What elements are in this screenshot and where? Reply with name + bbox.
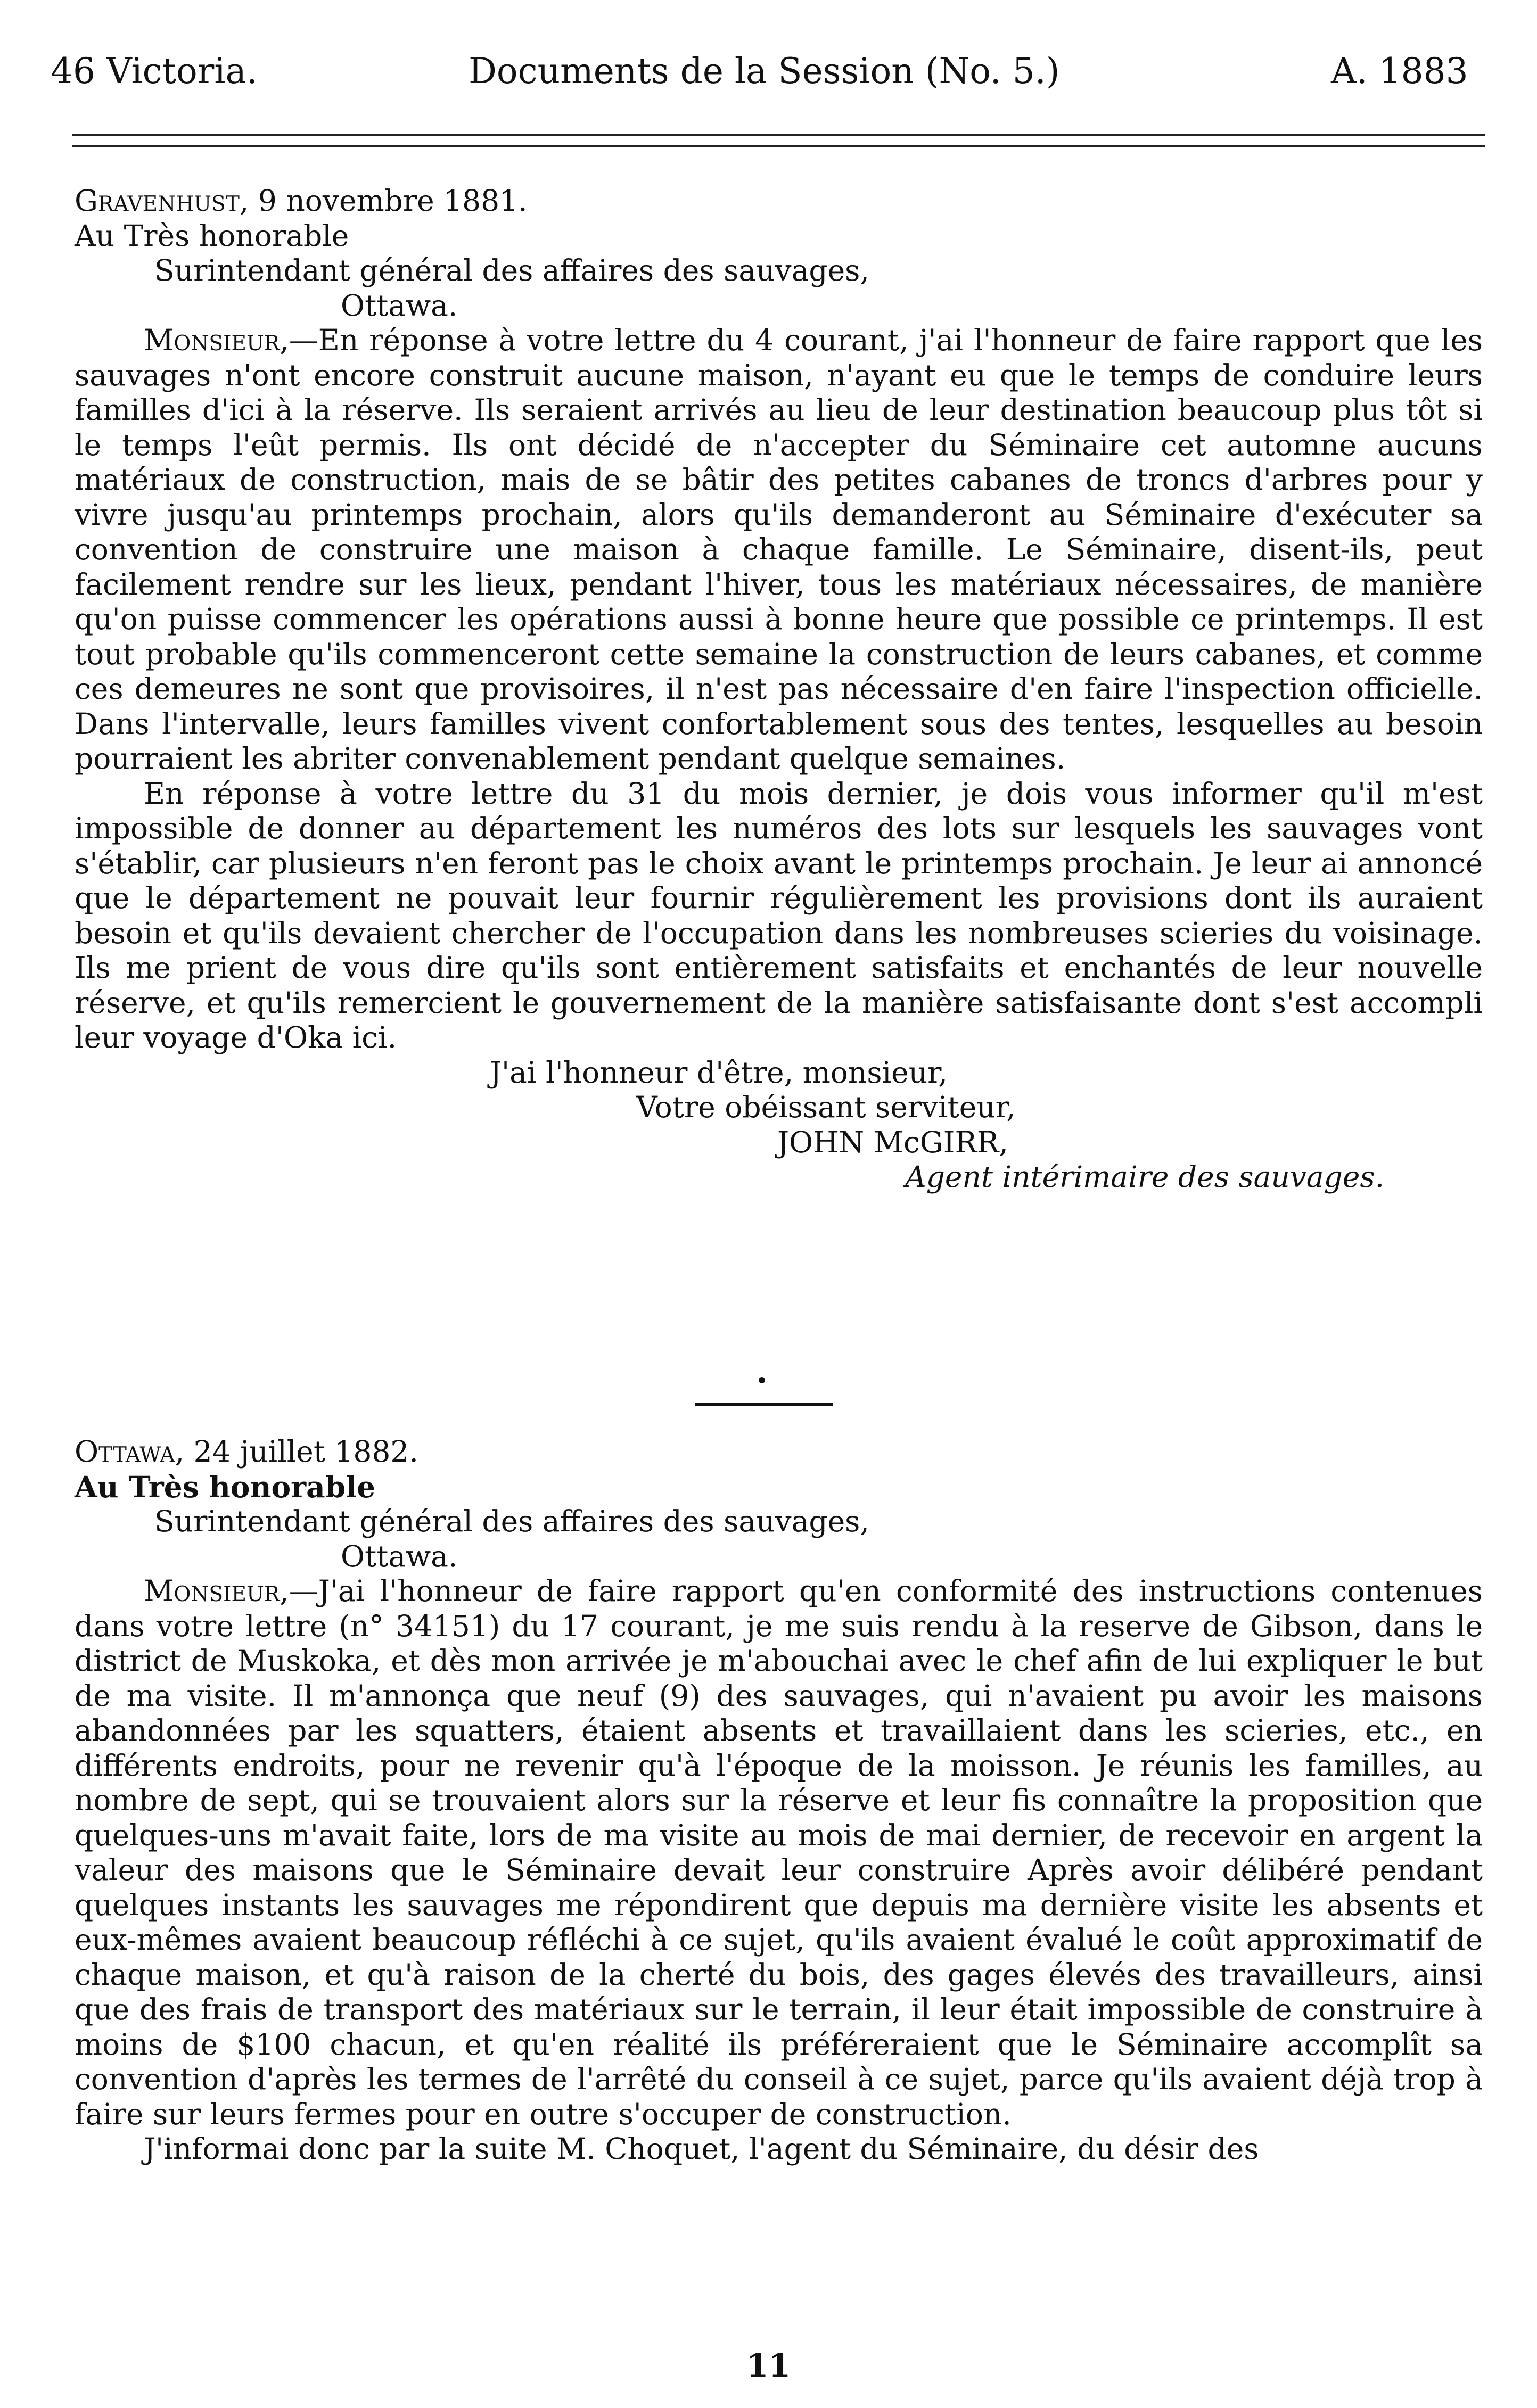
header-year: A. 1883	[1331, 51, 1468, 92]
letter-1-paragraph-2: En réponse à votre lettre du 31 du mois dernier, je dois vous informer qu'il m'est impossible de donner au département les numéros des lots sur lesquels les sauvages vont s'établir, car plusieurs n'en feront pas le choix avant le printemps prochain. Je leur ai annoncé que le département ne pouvait leur fournir régulièrement les provisions dont ils auraient besoin et qu'ils devaient chercher de l'occupation dans les nombreuses scieries du voisinage. Ils me prient de vous dire qu'ils sont entièrement satisfaits et enchantés de leur nouvelle réserve, et qu'ils remercient le gouvernement de la manière satisfaisante dont s'est accompli leur voyage d'Oka ici.	[75, 776, 1483, 1054]
letter-1-salutation: Monsieur	[144, 323, 280, 357]
letter-2-salutation: Monsieur	[144, 1574, 280, 1608]
letter-1-signature: JOHN McGIRR,	[777, 1125, 1008, 1159]
letter-2-date: , 24 juillet 1882.	[175, 1434, 418, 1469]
letter-1-addressee-city: Ottawa.	[341, 288, 458, 323]
letter-2-paragraph-2: J'informai donc par la suite M. Choquet, l'agent du Séminaire, du désir des	[144, 2132, 1259, 2166]
letter-2-paragraph-1-text: ,—J'ai l'honneur de faire rapport qu'en conformité des instructions contenues dans votre lettre (n° 34151) du 17 courant, je me suis rendu à la reserve de Gibson, dans le district de Muskoka, et dès mon arrivée je m'abouchai avec le chef afin de lui expliquer le but de ma visite. Il m'annonça que neuf (9) des sauvages, qui n'avaient pu avoir les maisons abandonnées par les squatters, étaient absents et travaillaient dans les scieries, etc., en différents endroits, pour ne revenir qu'à l'époque de la moisson. Je réunis les familles, au nombre de sept, qui se trouvaient alors sur la réserve et leur fis connaître la proposition que quelques-uns m'avait faite, lors de ma visite au mois de mai dernier, de recevoir en argent la valeur des maisons que le Séminaire devait leur construire Après avoir délibéré pendant quelques instants les sauvages me répondirent que depuis ma dernière visite les absents et eux-mêmes avaient beaucoup réfléchi à ce sujet, qu'ils avaient évalué le coût approximatif de chaque maison, et qu'à raison de la cherté du bois, des gages élevés des travailleurs, ainsi que des frais de transport des matériaux sur le terrain, il leur était impossible de construire à moins de $100 chacun, et qu'en réalité ils préféreraient que le Séminaire accomplît sa convention d'après les termes de l'arrêté du conseil à ce sujet, parce qu'ils avaient déjà trop à faire sur leurs fermes pour en outre s'occuper de construction.	[75, 1574, 1483, 2131]
letter-1-closing: J'ai l'honneur d'être, monsieur,	[490, 1055, 948, 1090]
letter-1-dateline	[75, 184, 1483, 219]
letter-2-addressee-city: Ottawa.	[341, 1539, 458, 1573]
page-number: 11	[746, 2347, 791, 2385]
header-title: Documents de la Session (No. 5.)	[469, 51, 1060, 92]
letter-1	[75, 184, 1483, 1195]
letter-2-addressee-title: Surintendant général des affaires des sauvages,	[154, 1504, 869, 1538]
header-rule-double	[72, 145, 1485, 147]
letter-1-addressee-title: Surintendant général des affaires des sauvages,	[154, 253, 869, 287]
letter-2-place: Ottawa	[75, 1434, 175, 1469]
letter-2-paragraph-1	[75, 1574, 1483, 2132]
letter-1-date: , 9 novembre 1881.	[239, 184, 528, 218]
header-session: 46 Victoria.	[51, 51, 258, 92]
separator-dot	[759, 1377, 765, 1383]
letter-1-closing-2: Votre obéissant serviteur,	[636, 1090, 1016, 1124]
letter-2-dateline	[75, 1434, 1483, 1470]
letter-2-addressee: Au Très honorable	[75, 1469, 376, 1504]
letter-1-addressee: Au Très honorable	[75, 218, 349, 253]
separator-rule	[695, 1403, 833, 1406]
letter-1-paragraph-1-text: ,—En réponse à votre lettre du 4 courant, j'ai l'honneur de faire rapport que les sauvages n'ont encore construit aucune maison, n'ayant eu que le temps de conduire leurs familles d'ici à la réserve. Ils seraient arrivés au lieu de leur destination beaucoup plus tôt si le temps l'eût permis. Ils ont décidé de n'accepter du Séminaire cet automne aucuns matériaux de construction, mais de se bâtir des petites cabanes de troncs d'arbres pour y vivre jusqu'au printemps prochain, alors qu'ils demanderont au Séminaire d'exécuter sa convention de construire une maison à chaque famille. Le Séminaire, disent-ils, peut facilement rendre sur les lieux, pendant l'hiver, tous les matériaux nécessaires, de manière qu'on puisse commencer les opérations aussi à bonne heure que possible ce printemps. Il est tout probable qu'ils commenceront cette semaine la construction de leurs cabanes, et comme ces demeures ne sont que provisoires, il n'est pas nécessaire d'en faire l'inspection officielle. Dans l'intervalle, leurs familles vivent confortablement sous des tentes, lesquelles au besoin pourraient les abriter convenablement pendant quelque semaines.	[75, 323, 1483, 776]
letter-2	[75, 1434, 1483, 2167]
letter-1-place: Gravenhust	[75, 184, 240, 218]
letter-1-signature-title: Agent intérimaire des sauvages.	[905, 1160, 1385, 1194]
letter-1-paragraph-1	[75, 323, 1483, 777]
header-rule	[72, 134, 1485, 136]
